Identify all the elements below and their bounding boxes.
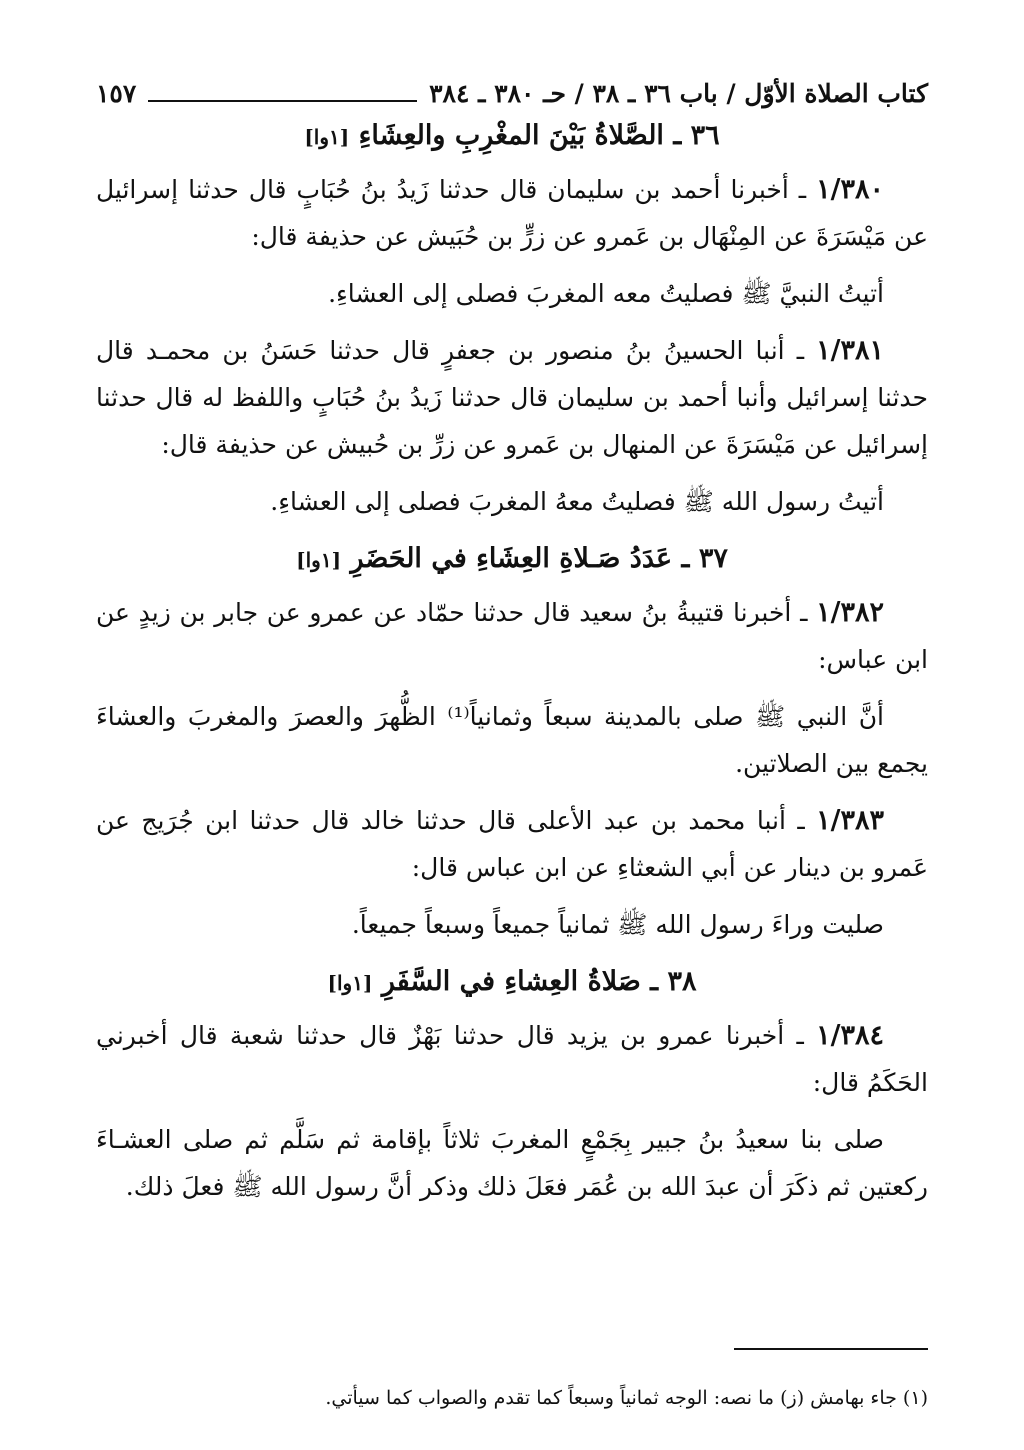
hadith-number: ١/٣٨٠ — [816, 174, 884, 205]
page-number: ١٥٧ — [96, 78, 137, 108]
section-title-text: ٣٨ ـ صَلاةُ العِشاءِ في السَّفَرِ — [381, 966, 697, 997]
hadith-number: ١/٣٨٣ — [816, 805, 884, 836]
hadith-matn: أتيتُ النبيَّ ﷺ فصليتُ معه المغربَ فصلى إلى العشاءِ. — [328, 279, 884, 308]
isnad-text: ـ أخبرنا قتيبةُ بنُ سعيد قال حدثنا حمّاد عن عمرو عن جابر بن زيدٍ عن ابن عباس: — [96, 598, 928, 674]
hadith-matn: أنَّ النبي ﷺ صلى بالمدينة سبعاً وثمانياً⁽¹⁾ الظُّهرَ والعصرَ والمغربَ والعشاءَ يجمع بين الصلاتين. — [96, 702, 928, 778]
section-title-37 — [96, 539, 928, 589]
header-rule — [148, 100, 417, 102]
hadith-matn: أتيتُ رسول الله ﷺ فصليتُ معهُ المغربَ فصلى إلى العشاءِ. — [270, 487, 884, 516]
section-title-text: ٣٧ ـ عَدَدُ صَـلاةِ العِشَاءِ في الحَضَرِ — [350, 543, 728, 574]
running-header — [96, 70, 928, 116]
section-tag: [١وا] — [296, 548, 342, 572]
isnad-text: ـ أخبرنا أحمد بن سليمان قال حدثنا زَيدُ بنُ حُبَابٍ قال حدثنا إسرائيل عن مَيْسَرَةَ عن المِنْهَال بن عَمرو عن زرٍّ بن حُبَيش عن حذيفة قال: — [96, 175, 928, 251]
hadith-isnad — [96, 1012, 928, 1106]
hadith-number: ١/٣٨١ — [816, 335, 885, 366]
hadith-number: ١/٣٨٢ — [816, 597, 884, 628]
hadith-isnad — [96, 327, 928, 468]
footnote: (١) جاء بهامش (ز) ما نصه: الوجه ثمانياً وسبعاً كما تقدم والصواب كما سيأتي. — [325, 1387, 928, 1409]
section-title-text: ٣٦ ـ الصَّلاةُ بَيْنَ المغْرِبِ والعِشَاءِ — [358, 120, 720, 151]
footnote-rule — [734, 1348, 928, 1350]
section-title-38 — [96, 962, 928, 1012]
page — [96, 70, 928, 1450]
isnad-text: ـ أنبا الحسينُ بنُ منصور بن جعفرٍ قال حدثنا حَسَنُ بن محمـد قال حدثنا إسرائيل وأنبا أحمد بن سليمان قال حدثنا زَيدُ بنُ حُبَابٍ واللفظ له قال حدثنا إسرائيل عن مَيْسَرَةَ عن المنهال بن عَمرو عن زرِّ بن حُبيش عن حذيفة قال: — [96, 336, 928, 459]
isnad-text: ـ أنبا محمد بن عبد الأعلى قال حدثنا خالد قال حدثنا ابن جُرَيج عن عَمرو بن دينار عن أبي الشعثاءِ عن ابن عباس قال: — [96, 806, 928, 882]
hadith-isnad — [96, 589, 928, 683]
section-tag: [١وا] — [304, 125, 350, 149]
hadith-matn: صلى بنا سعيدُ بنُ جبير بِجَمْعٍ المغربَ ثلاثاً بإقامة ثم سَلَّم ثم صلى العشـاءَ ركعتين ثم ذكَرَ أن عبدَ الله بن عُمَر فعَلَ ذلك وذكر أنَّ رسول الله ﷺ فعلَ ذلك. — [96, 1125, 928, 1201]
section-title-36 — [96, 116, 928, 166]
running-title: كتاب الصلاة الأوّل / باب ٣٦ ـ ٣٨ / حـ ٣٨٠ ـ ٣٨٤ — [429, 78, 928, 108]
section-tag: [١وا] — [327, 971, 373, 995]
hadith-isnad — [96, 166, 928, 260]
hadith-isnad — [96, 797, 928, 891]
hadith-matn: صليت وراءَ رسول الله ﷺ ثمانياً جميعاً وسبعاً جميعاً. — [351, 910, 884, 939]
isnad-text: ـ أخبرنا عمرو بن يزيد قال حدثنا بَهْزٌ قال حدثنا شعبة قال أخبرني الحَكَمُ قال: — [96, 1021, 928, 1097]
hadith-number: ١/٣٨٤ — [816, 1020, 884, 1051]
